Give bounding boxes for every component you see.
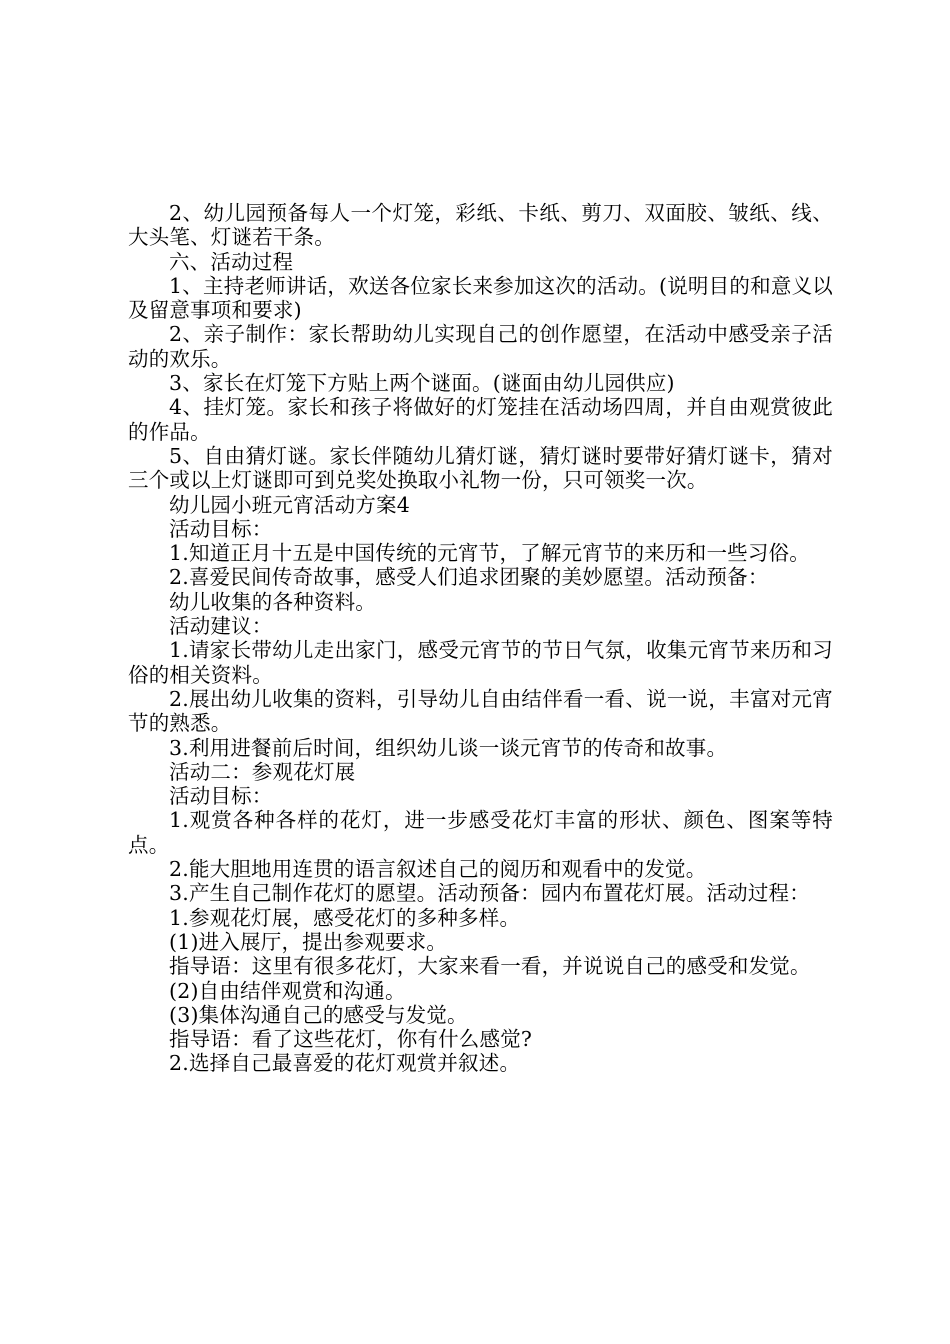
paragraph-visit-1-1: (1)进入展厅，提出参观要求。 bbox=[169, 929, 448, 954]
paragraph-preparation: 幼儿收集的各种资料。 bbox=[169, 589, 376, 614]
paragraph-visit-1: 1.参观花灯展，感受花灯的多种多样。 bbox=[169, 905, 521, 930]
paragraph-guide-2: 指导语：看了这些花灯，你有什么感觉? bbox=[169, 1027, 533, 1052]
paragraph-suggestion-1: 1.请家长带幼儿走出家门，感受元宵节的节日气氛，收集元宵节来历和习俗的相关资料。 bbox=[128, 638, 833, 687]
paragraph-visit-1-2: (2)自由结伴观赏和沟通。 bbox=[169, 978, 406, 1003]
paragraph-step-1: 1、主持老师讲话，欢送各位家长来参加这次的活动。(说明目的和意义以及留意事项和要求) bbox=[128, 273, 833, 323]
paragraph-visit-2: 2.选择自己最喜爱的花灯观赏并叙述。 bbox=[169, 1051, 521, 1076]
paragraph-suggestion-3: 3.利用进餐前后时间，组织幼儿谈一谈元宵节的传奇和故事。 bbox=[169, 735, 728, 760]
heading-activity-goals-2: 活动目标： bbox=[169, 784, 273, 809]
document-body bbox=[128, 201, 833, 1076]
paragraph-goal-2-1: 1.观赏各种各样的花灯，进一步感受花灯丰富的形状、颜色、图案等特点。 bbox=[128, 808, 833, 857]
paragraph-guide-1: 指导语：这里有很多花灯，大家来看一看，并说说自己的感受和发觉。 bbox=[169, 954, 811, 979]
paragraph-step-2: 2、亲子制作：家长帮助幼儿实现自己的创作愿望，在活动中感受亲子活动的欢乐。 bbox=[128, 322, 833, 371]
paragraph-suggestion-2: 2.展出幼儿收集的资料，引导幼儿自由结伴看一看、说一说，丰富对元宵节的熟悉。 bbox=[128, 686, 833, 736]
paragraph-step-3: 3、家长在灯笼下方贴上两个谜面。(谜面由幼儿园供应) bbox=[169, 371, 675, 396]
paragraph-visit-1-3: (3)集体沟通自己的感受与发觉。 bbox=[169, 1002, 468, 1027]
heading-activity-goals: 活动目标： bbox=[169, 516, 273, 541]
paragraph-materials: 2、幼儿园预备每人一个灯笼，彩纸、卡纸、剪刀、双面胶、皱纸、线、大头笔、灯谜若干条。 bbox=[128, 201, 833, 250]
heading-activity-process: 六、活动过程 bbox=[169, 249, 294, 274]
paragraph-goal-2-3: 3.产生自己制作花灯的愿望。活动预备：园内布置花灯展。活动过程： bbox=[169, 881, 810, 906]
heading-activity-suggestions: 活动建议： bbox=[169, 614, 273, 639]
heading-activity-two: 活动二：参观花灯展 bbox=[169, 759, 356, 784]
paragraph-step-4: 4、挂灯笼。家长和孩子将做好的灯笼挂在活动场四周，并自由观赏彼此的作品。 bbox=[128, 395, 833, 444]
paragraph-step-5: 5、自由猜灯谜。家长伴随幼儿猜灯谜，猜灯谜时要带好猜灯谜卡，猜对三个或以上灯谜即可到兑奖处换取小礼物一份，只可领奖一次。 bbox=[128, 443, 833, 493]
paragraph-goal-1: 1.知道正月十五是中国传统的元宵节，了解元宵节的来历和一些习俗。 bbox=[169, 541, 810, 566]
section-title-plan-4: 幼儿园小班元宵活动方案4 bbox=[169, 492, 410, 517]
paragraph-goal-2-2: 2.能大胆地用连贯的语言叙述自己的阅历和观看中的发觉。 bbox=[169, 857, 707, 882]
paragraph-goal-2: 2.喜爱民间传奇故事，感受人们追求团聚的美妙愿望。活动预备： bbox=[169, 565, 769, 590]
